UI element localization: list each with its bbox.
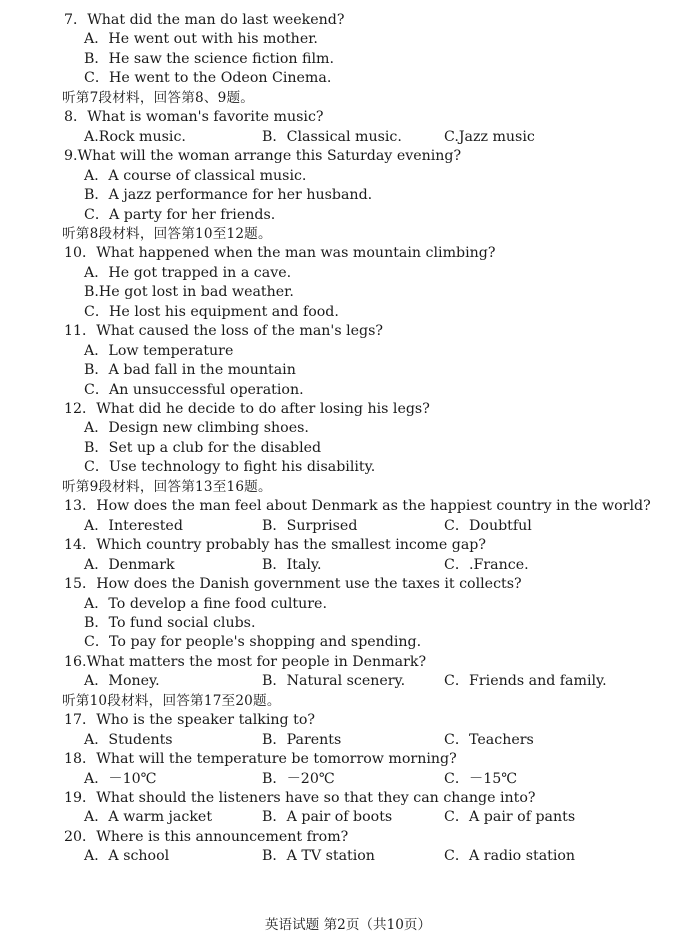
option-c: C．.France.: [444, 556, 529, 573]
option-a: A．－10℃: [84, 770, 157, 787]
option-a: A．Interested: [84, 517, 183, 534]
option-a: A．Students: [84, 731, 173, 748]
option-c: C．Use technology to fight his disability.: [84, 459, 376, 476]
question-text: 11．What caused the loss of the man's legs?: [64, 323, 384, 340]
question-text: 12．What did he decide to do after losing his legs?: [64, 401, 430, 417]
option-c: C．Friends and family.: [444, 673, 607, 690]
section-instruction: 听第10段材料，回答第17至20题。: [62, 692, 281, 709]
option-a: A．Money.: [84, 673, 160, 690]
option-c: C．A pair of pants: [444, 809, 576, 826]
question-text: 17．Who is the speaker talking to?: [64, 712, 315, 729]
option-a: A.Rock music.: [84, 128, 186, 145]
option-c: C．－15℃: [444, 770, 518, 787]
option-c: C．A party for her friends.: [84, 206, 276, 223]
option-a: A．A warm jacket: [84, 809, 213, 826]
option-a: A．He got trapped in a cave.: [84, 264, 292, 281]
option-b: B．A pair of boots: [262, 809, 393, 826]
option-a: A．He went out with his mother.: [84, 31, 318, 48]
option-c: C．He lost his equipment and food.: [84, 303, 339, 320]
option-b: B．Surprised: [262, 517, 358, 534]
question-text: 20．Where is this announcement from?: [64, 828, 349, 845]
option-b: B．Natural scenery.: [262, 673, 406, 690]
option-b: B．A jazz performance for her husband.: [84, 187, 373, 203]
option-b: B．He saw the science fiction film.: [84, 50, 334, 67]
section-instruction: 听第8段材料，回答第10至12题。: [62, 225, 272, 242]
option-b: B．Set up a club for the disabled: [84, 439, 322, 456]
option-b: B．Classical music.: [262, 128, 402, 145]
question-text: 10．What happened when the man was mountain climbing?: [64, 245, 496, 262]
option-a: A．To develop a fine food culture.: [84, 595, 327, 612]
option-b: B.He got lost in bad weather.: [84, 284, 294, 301]
question-text: 9.What will the woman arrange this Saturday evening?: [64, 148, 462, 165]
option-a: A．Design new climbing shoes.: [84, 420, 309, 437]
question-text: 18．What will the temperature be tomorrow morning?: [64, 751, 457, 768]
question-text: 19．What should the listeners have so that they can change into?: [64, 790, 536, 806]
question-text: 7．What did the man do last weekend?: [64, 12, 345, 28]
option-b: B．－20℃: [262, 770, 335, 787]
option-c: C．To pay for people's shopping and spending.: [84, 634, 422, 651]
option-b: B．Parents: [262, 731, 342, 748]
option-c: C．A radio station: [444, 848, 576, 865]
option-a: A．Low temperature: [84, 342, 234, 359]
question-text: 16.What matters the most for people in Denmark?: [64, 653, 427, 670]
question-text: 8．What is woman's favorite music?: [64, 109, 324, 126]
section-instruction: 听第9段材料，回答第13至16题。: [62, 478, 272, 495]
question-text: 15．How does the Danish government use the taxes it collects?: [64, 576, 522, 592]
question-text: 14．Which country probably has the smallest income gap?: [64, 537, 486, 554]
option-b: B．To fund social clubs.: [84, 614, 256, 631]
page-footer: 英语试题 第2页（共10页）: [264, 917, 432, 933]
option-c: C．An unsuccessful operation.: [84, 381, 304, 398]
option-c: C.Jazz music: [444, 128, 535, 145]
option-a: A．A school: [84, 848, 170, 865]
option-c: C．Doubtful: [444, 517, 532, 534]
option-c: C．He went to the Odeon Cinema.: [84, 70, 332, 87]
question-text: 13．How does the man feel about Denmark as the happiest country in the world?: [64, 498, 651, 515]
option-b: B．A bad fall in the mountain: [84, 362, 296, 379]
option-a: A．A course of classical music.: [84, 167, 307, 184]
option-b: B．Italy.: [262, 556, 322, 573]
option-c: C．Teachers: [444, 731, 534, 748]
option-b: B．A TV station: [262, 848, 375, 865]
option-a: A．Denmark: [84, 556, 175, 573]
section-instruction: 听第7段材料，回答第8、9题。: [62, 89, 255, 106]
